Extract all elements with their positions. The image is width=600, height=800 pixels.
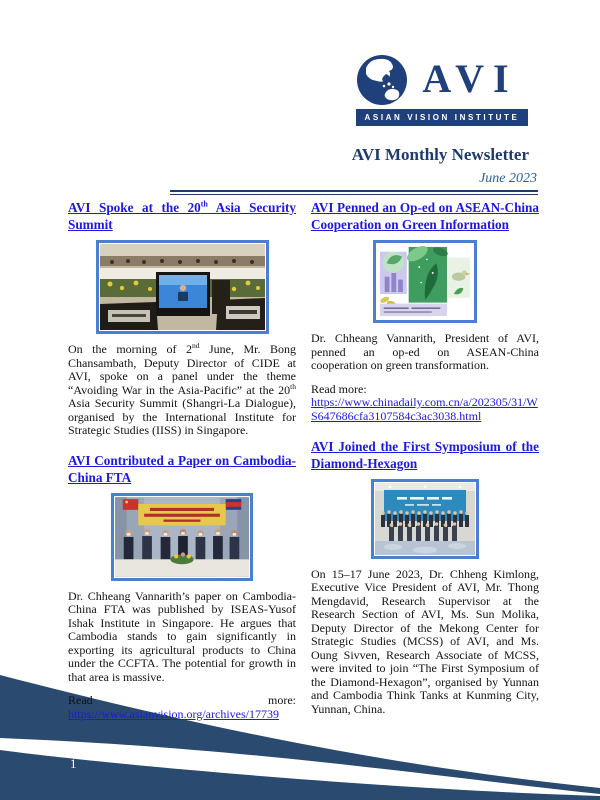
- globe-asia-pacific-icon: [356, 54, 408, 106]
- photo-green-transformation-illustration: [373, 240, 477, 323]
- more-label: more:: [268, 693, 296, 707]
- article-columns: [68, 199, 540, 721]
- asianvision-archive-link[interactable]: https://www.asianvision.org/archives/17739: [68, 706, 279, 721]
- logo-banner: ASIAN VISION INSTITUTE: [356, 109, 528, 126]
- article-body: Dr. Chheang Vannarith, President of AVI, penned an op-ed on ASEAN-China cooperation on green transformation.: [311, 331, 539, 372]
- body-text: June, Mr. Bong Chansambath, Deputy Director of CIDE at AVI, spoke on a panel under the theme “Avoiding War in the Asia-Pacific” at the 20: [68, 342, 296, 397]
- logo-acronym: AVI: [422, 56, 518, 101]
- page-number: 1: [70, 756, 77, 771]
- avi-logo: [356, 54, 528, 126]
- article-title-asean-china-oped[interactable]: AVI Penned an Op-ed on ASEAN-China Cooperation on Green Information: [311, 200, 539, 232]
- title-text: AVI Spoke at the 20: [68, 200, 201, 215]
- newsletter-title: AVI Monthly Newsletter: [351, 145, 529, 164]
- read-more-line: [68, 694, 296, 708]
- article-title-cambodia-china-fta[interactable]: AVI Contributed a Paper on Cambodia-China FTA: [68, 452, 296, 485]
- read-more-line: Read more:: [311, 381, 367, 396]
- article-body: [68, 343, 296, 438]
- chinadaily-oped-link[interactable]: https://www.chinadaily.com.cn/a/202305/31/WS647686cfa3107584c3ac3038.html: [311, 395, 538, 423]
- body-superscript: nd: [191, 341, 200, 350]
- right-column: [311, 199, 539, 721]
- body-text: Asia Security Summit (Shangri-La Dialogue), organised by the International Institute for Strategic Studies (IISS) in Singapore.: [68, 396, 296, 437]
- article-title-asia-security-summit[interactable]: [68, 199, 296, 233]
- body-text: On the morning of 2: [68, 342, 192, 356]
- title-superscript: th: [200, 199, 208, 209]
- body-superscript: th: [290, 381, 296, 391]
- photo-symposium-group: [371, 479, 479, 559]
- article-body: Dr. Chheang Vannarith’s paper on Cambodia-China FTA was published by ISEAS-Yusof Ishak Institute in Singapore. He argues that Cambodia stands to gain significantly in exporting its agricultural products to China under the CCFTA. The potential for growth in that area is massive.: [68, 588, 296, 684]
- article-body: On 15–17 June 2023, Dr. Chheng Kimlong, Executive Vice President of AVI, Mr. Thong Mengdavid, Research Supervisor at the Research Section of AVI, Ms. Sun Molika, Deputy Director of the Mekong Center for Strategic Studies (MCSS) of AVI, and Ms. Oung Sivven, Research Associate of MCSS, were invited to join “The First Symposium of the Diamond-Hexagon”, organised by Yunnan and Cambodia Think Tanks at Kunming City, Yunnan, China.: [311, 566, 539, 716]
- header-divider: [170, 190, 538, 195]
- photo-panel-discussion: [96, 240, 269, 334]
- photo-fta-signing-ceremony: [111, 493, 253, 581]
- title-text: Asia Security Summit: [68, 200, 296, 232]
- issue-date: June 2023: [479, 171, 537, 186]
- left-column: [68, 199, 296, 721]
- read-label: Read: [68, 693, 93, 707]
- article-title-diamond-hexagon-symposium[interactable]: AVI Joined the First Symposium of the Diamond-Hexagon: [311, 438, 539, 471]
